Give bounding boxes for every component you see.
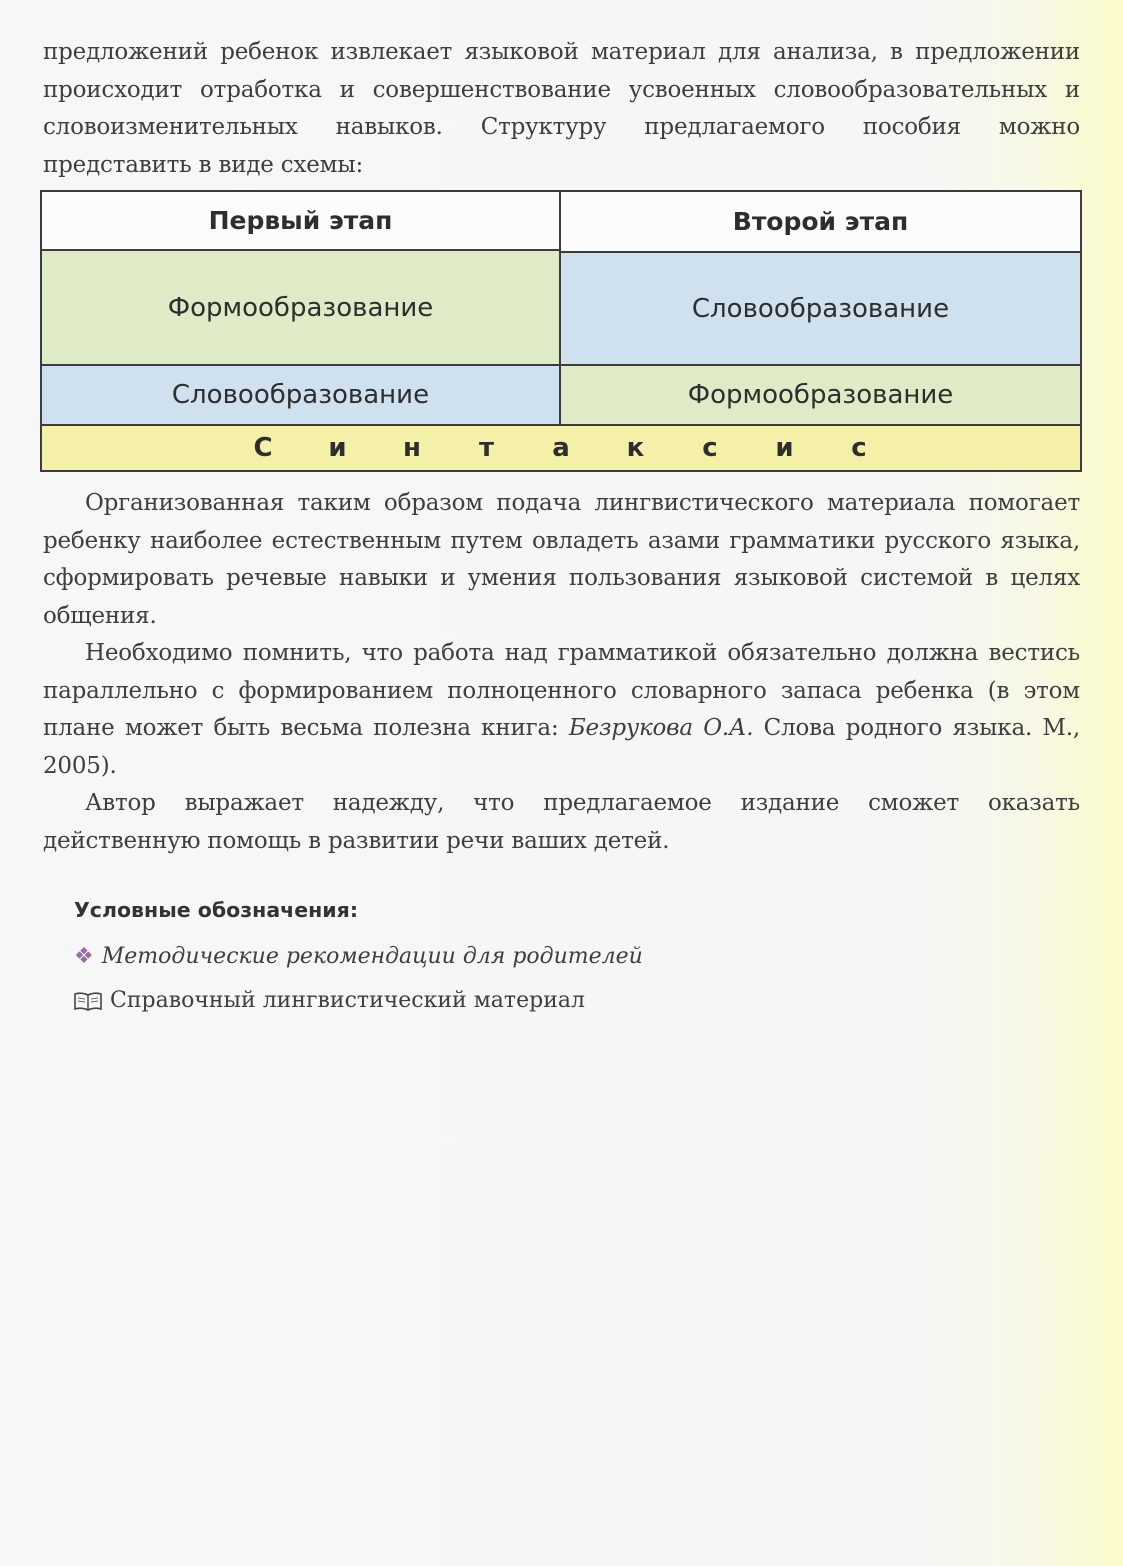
paragraph-author-hope: Автор выражает надежду, что предлагаемое издание сможет оказать действенную помощь в развитии речи ваших детей. [43,790,1080,854]
legend-reference-label: Справочный лингвистический материал [110,988,585,1013]
paragraph-vocabulary-start: Необходимо помнить, что работа над грамматикой обязательно должна вестись параллельно с формированием полноценного словарного запаса ребенка (в этом плане может быть весьма полезна книга: [43,640,1080,741]
syntax-letter: н [403,433,421,463]
syntax-letter: т [478,433,495,463]
scheme-divider [42,424,1080,426]
diamond-icon: ❖ [74,944,94,969]
stage-two-header: Второй этап [561,192,1080,251]
stage-one-header: Первый этап [42,192,559,249]
syntax-letter: с [851,433,867,463]
stage-two-word-cell: Словообразование [561,253,1080,364]
scheme-divider [42,249,559,251]
legend-item-methodical [74,944,643,969]
syntax-letter: а [552,433,570,463]
open-book-icon [73,990,103,1012]
scheme-divider [561,251,1080,253]
syntax-letter: с [702,433,718,463]
legend-item-reference [73,988,585,1013]
syntax-row [42,426,1080,470]
scheme-divider-vertical [559,192,561,426]
intro-paragraph: предложений ребенок извлекает языковой материал для анализа, в предложении происходит отработка и совершенствование усвоенных словообразовательных и словоизменительных навыков. Структуру предлагаемого пособия можно представить в виде схемы: [43,39,1080,178]
syntax-letter: к [626,433,645,463]
syntax-letter: и [775,433,794,463]
structure-scheme [40,190,1082,472]
paragraph-vocabulary-end: Слова родного языка. М., 2005). [43,715,1081,779]
paragraph-vocabulary [43,635,1080,785]
syntax-letter: и [328,433,347,463]
book-author: Безрукова О.А. [568,715,754,741]
stage-one-word-cell: Словообразование [42,366,559,424]
scheme-divider [42,364,1080,366]
stage-one-form-cell: Формообразование [42,251,559,364]
syntax-letter: С [253,433,273,463]
stage-two-form-cell: Формообразование [561,366,1080,424]
legend-methodical-label: Методические рекомендации для родителей [101,944,643,969]
paragraph-organized: Организованная таким образом подача лингвистического материала помогает ребенку наиболее естественным путем овладеть азами грамматики русского языка, сформировать речевые навыки и умения пользования языковой системой в целях общения. [43,490,1080,629]
legend-title: Условные обозначения: [74,898,359,922]
